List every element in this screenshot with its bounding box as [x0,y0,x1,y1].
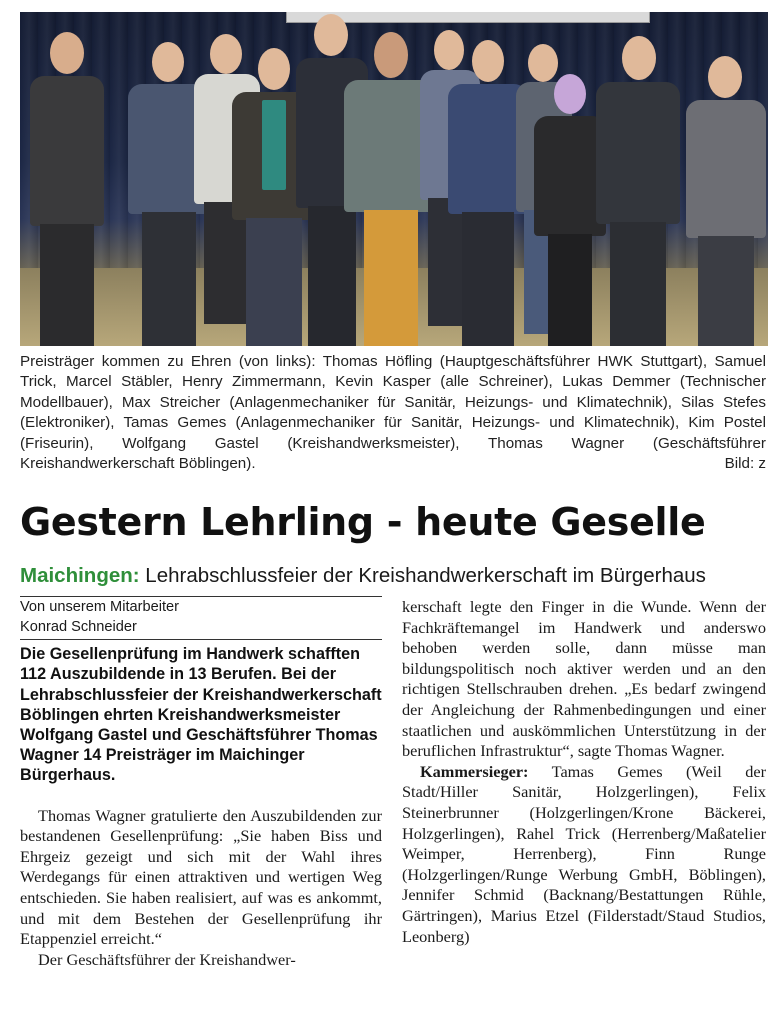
article-headline: Gestern Lehrling - heute Geselle [20,500,706,544]
kammersieger-list: Tamas Gemes (Weil der Stadt/Hiller Sanitär, Holzgerlingen), Felix Steinerbrunner (Holzgerlingen/Krone Bäckerei, Holzgerlingen), Rahel Trick (Herrenberg/Maßatelier Weimper, Herrenberg), Finn Runge (Holzgerlingen/Runge Werbung GmbH, Böblingen), Jennifer Schmid (Backnang/Bestattungen Rühle, Gärtringen), Marius Etzel (Filderstadt/Staud Studios, Leonberg) [402,761,766,946]
byline-author: Konrad Schneider [20,618,137,635]
paragraph: Thomas Wagner gratulierte den Auszubildenden zur bestandenen Gesellenprüfung: „Sie haben Biss und Ehrgeiz gezeigt und sich mit der Wahl ihres Werdegangs für einen attraktiven und wertigen Weg entschieden. Sie haben realisiert, auf was es ankommt, und mit dem Bestehen der Gesellenprüfung ihr Etappenziel erreicht.“ [20,805,382,949]
article-lead: Die Gesellenprüfung im Handwerk schafften 112 Auszubildende in 13 Berufen. Bei der Lehrabschlussfeier der Kreishandwerkerschaft Böblingen ehrten Kreishandwerksmeister Wolfgang Gastel und Geschäftsführer Thomas Wagner 14 Preisträger im Maichinger Bürgerhaus. [20,645,382,785]
caption-text: Preisträger kommen zu Ehren (von links): Thomas Höfling (Hauptgeschäftsführer HWK Stuttgart), Samuel Trick, Marcel Stäbler, Henry Zimmermann, Kevin Kasper (alle Schreiner), Lukas Demmer (Technischer Modellbauer), Max Streicher (Anlagenmechaniker für Sanitär, Heizungs- und Klimatechnik), Silas Stefes (Elektroniker), Tamas Gemes (Anlagenmechaniker für Sanitär, Heizungs- und Klimatechnik), Kim Postel (Friseurin), Wolfgang Gastel (Kreishandwerksmeister), Thomas Wagner (Geschäftsführer Kreishandwerkerschaft Böblingen). [20,353,766,473]
person-11 [592,36,684,346]
paragraph: kerschaft legte den Finger in die Wunde. Wenn der Fachkräftemangel im Handwerk und anderswo behoben werden solle, dann müsse man bildungspolitisch noch aktiver werden und an den richtigen Stellschrauben drehen. „Es bedarf zwingend der Angleichung der Rahmenbedingungen und einer staatlichen und auskömmlichen Unterstützung in der beruflichen Infrastruktur“, sagte Thomas Wagner. [402,597,766,761]
kammersieger-paragraph [402,762,766,947]
body-text-right [402,597,766,947]
column-left [20,596,382,970]
group-photo [20,12,768,346]
byline [20,596,382,640]
person-12 [684,56,768,346]
dateline-location: Maichingen: [20,564,140,587]
photo-caption [20,352,766,474]
person-1 [26,32,108,346]
column-right [402,597,766,947]
article-subline [20,563,766,589]
subline-text: Lehrabschlussfeier der Kreishandwerkerschaft im Bürgerhaus [139,564,706,587]
body-text-left [20,806,382,971]
byline-line-1: Von unserem Mitarbeiter [20,599,179,615]
photo-credit: Bild: z [724,455,766,473]
kammersieger-label: Kammersieger: [420,761,529,781]
paragraph: Der Geschäftsführer der Kreishandwer- [38,949,296,969]
